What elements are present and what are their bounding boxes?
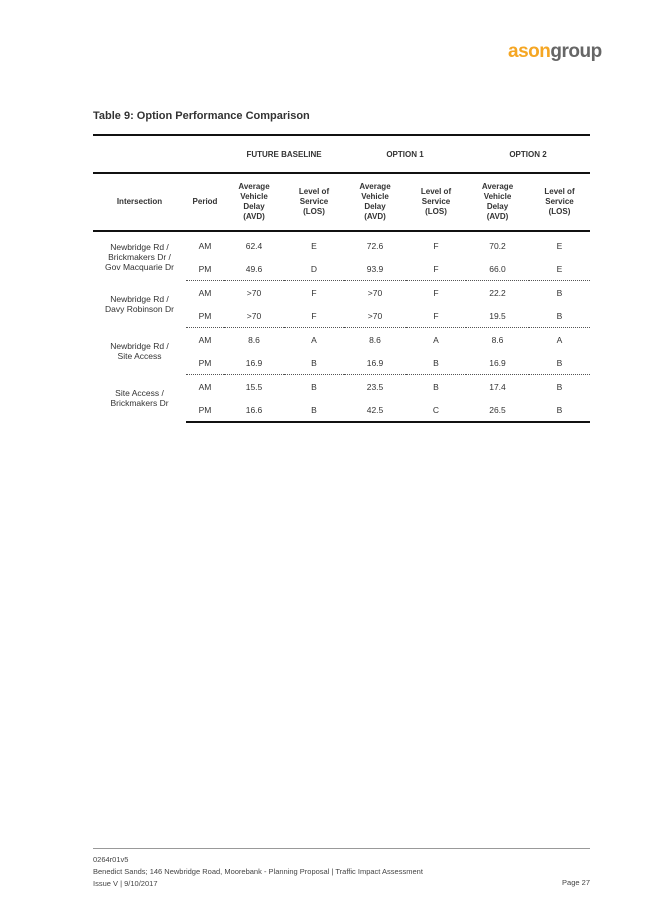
issue-date: Issue V | 9/10/2017 [93, 879, 158, 888]
period-cell: PM [186, 257, 224, 281]
column-header-avd: Average Vehicle Delay (AVD) [481, 182, 514, 221]
period-cell: AM [198, 381, 212, 392]
los-cell: B [433, 381, 439, 392]
group-header-option2: OPTION 2 [466, 135, 590, 173]
period-cell: PM [186, 304, 224, 328]
avd-cell: 93.9 [344, 257, 406, 281]
page-footer [93, 848, 590, 890]
los-cell: E [556, 240, 563, 251]
intersection-cell: Newbridge Rd / Brickmakers Dr / Gov Macquarie Dr [105, 241, 174, 273]
column-header-period: Period [192, 197, 218, 206]
column-header-intersection: Intersection [116, 197, 163, 206]
los-cell: F [433, 240, 439, 251]
los-cell: F [406, 257, 466, 281]
los-cell: C [406, 398, 466, 422]
los-cell: A [556, 334, 563, 345]
avd-cell: 16.9 [344, 351, 406, 375]
period-cell: PM [186, 351, 224, 375]
avd-cell: 16.9 [466, 351, 529, 375]
avd-cell: 70.2 [489, 240, 506, 251]
table-row [93, 281, 590, 305]
avd-cell: >70 [246, 287, 262, 298]
intersection-cell: Newbridge Rd / Site Access [110, 340, 169, 361]
column-header-los: Level of Service (LOS) [298, 187, 330, 216]
avd-cell: 72.6 [366, 240, 384, 251]
column-header-los: Level of Service (LOS) [544, 187, 575, 216]
los-cell: F [406, 304, 466, 328]
avd-cell: >70 [224, 304, 284, 328]
group-header-option1: OPTION 1 [344, 135, 466, 173]
logo-part-ason: ason [508, 41, 551, 62]
avd-cell: 66.0 [466, 257, 529, 281]
column-header-avd: Average Vehicle Delay (AVD) [238, 182, 270, 221]
period-cell: PM [186, 398, 224, 422]
period-cell: AM [198, 240, 212, 251]
column-header-los: Level of Service (LOS) [420, 187, 452, 216]
avd-cell: 16.6 [224, 398, 284, 422]
period-cell: AM [198, 334, 212, 345]
avd-cell: 23.5 [366, 381, 384, 392]
los-cell: B [284, 398, 344, 422]
los-cell: B [529, 304, 590, 328]
avd-cell: 62.4 [245, 240, 263, 251]
los-cell: A [433, 334, 439, 345]
avd-cell: 17.4 [489, 381, 506, 392]
los-cell: B [529, 398, 590, 422]
avd-cell: >70 [344, 304, 406, 328]
page-number: Page 27 [562, 878, 590, 887]
avd-cell: 19.5 [466, 304, 529, 328]
avd-cell: 8.6 [491, 334, 504, 345]
avd-cell: 15.5 [245, 381, 263, 392]
project-description: Benedict Sands; 146 Newbridge Road, Moorebank - Planning Proposal | Traffic Impact Assessment [93, 867, 423, 876]
los-cell: F [311, 287, 317, 298]
table-title: Table 9: Option Performance Comparison [93, 110, 310, 122]
avd-cell: 8.6 [369, 334, 381, 345]
los-cell: F [284, 304, 344, 328]
column-header-avd: Average Vehicle Delay (AVD) [359, 182, 391, 221]
avd-cell: 16.9 [224, 351, 284, 375]
table-row [93, 231, 590, 257]
document-reference: 0264r01v5 [93, 855, 129, 864]
avd-cell: 22.2 [489, 287, 506, 298]
avd-cell: 42.5 [344, 398, 406, 422]
table-row [93, 328, 590, 352]
los-cell: B [529, 351, 590, 375]
los-cell: F [433, 287, 439, 298]
los-cell: B [311, 381, 317, 392]
los-cell: E [311, 240, 317, 251]
los-cell: E [529, 257, 590, 281]
group-header-baseline: FUTURE BASELINE [224, 135, 344, 173]
los-cell: D [284, 257, 344, 281]
company-logo [508, 42, 602, 61]
los-cell: B [406, 351, 466, 375]
intersection-cell: Newbridge Rd / Davy Robinson Dr [105, 293, 174, 314]
avd-cell: 26.5 [466, 398, 529, 422]
logo-part-group: group [550, 41, 602, 62]
avd-cell: 8.6 [248, 334, 260, 345]
period-cell: AM [198, 287, 212, 298]
table-row [93, 375, 590, 399]
avd-cell: >70 [367, 287, 383, 298]
intersection-cell: Site Access / Brickmakers Dr [110, 388, 169, 409]
los-cell: A [311, 334, 317, 345]
avd-cell: 49.6 [224, 257, 284, 281]
los-cell: B [556, 287, 563, 298]
los-cell: B [284, 351, 344, 375]
header-blank [93, 135, 224, 173]
option-performance-table [93, 134, 590, 423]
los-cell: B [556, 381, 563, 392]
